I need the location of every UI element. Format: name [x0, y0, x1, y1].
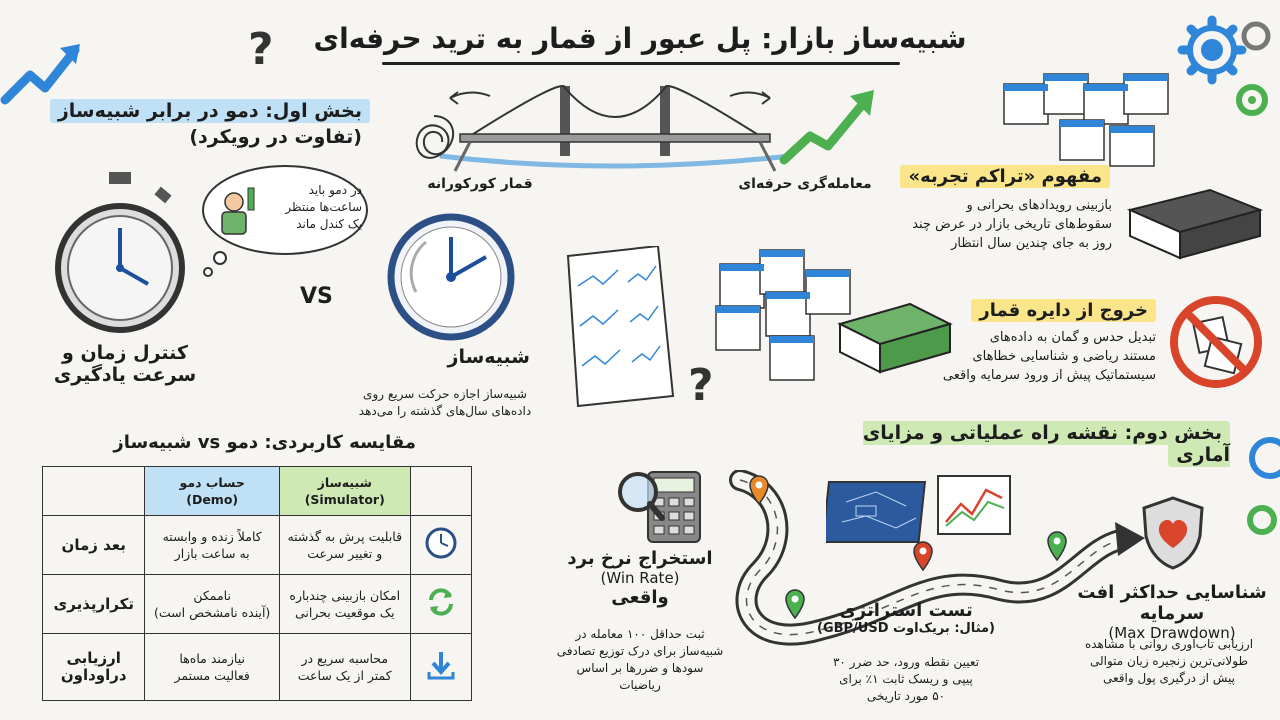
- table-row: [43, 516, 472, 575]
- row-simulator-cell: قابلیت پرش به گذشته و تغییر سرعت: [279, 516, 410, 575]
- row-icon-cell: [410, 634, 471, 701]
- row-label: بعد زمان: [43, 516, 145, 575]
- gambling-heading: خروج از دایره قمار: [960, 300, 1156, 321]
- map-pin-icon: [784, 588, 806, 620]
- drawdown-title: شناسایی حداکثر افت سرمایه (Max Drawdown): [1077, 582, 1267, 642]
- calculator-magnifier-icon: [612, 462, 708, 548]
- bridge-left-label: قمار کورکورانه: [427, 176, 533, 192]
- experience-body: بازبینی رویدادهای بحرانی و سقوط‌های تاریخی بازار در عرض چند روز به جای چندین سال انتظار: [912, 198, 1112, 251]
- table-row: [43, 575, 472, 634]
- map-pin-icon: [1046, 530, 1068, 562]
- column-header-demo: حساب دمو (Demo): [145, 467, 279, 516]
- download-icon: [424, 648, 458, 682]
- row-demo-cell: کاملاً زنده و وابسته به ساعت بازار: [145, 516, 279, 575]
- winrate-title: استخراج نرخ برد (Win Rate) واقعی: [567, 548, 713, 608]
- drawdown-desc: ارزیابی تاب‌آوری روانی با مشاهده طولانی‌ترین زنجیره زیان متوالی پیش از درگیری پول واقعی: [1084, 637, 1254, 685]
- map-pin-icon: [748, 474, 770, 506]
- simulator-title: شبیه‌ساز: [447, 346, 530, 368]
- chart-scroll-icon: [548, 246, 688, 416]
- part1-heading: بخش اول: دمو در برابر شبیه‌ساز: [40, 100, 370, 122]
- question-mark-icon: [244, 20, 280, 72]
- clock-icon: [386, 212, 516, 342]
- svg-text:?: ?: [688, 360, 714, 408]
- row-icon-cell: [410, 516, 471, 575]
- comparison-table: [42, 466, 472, 701]
- clock-icon: [424, 526, 458, 560]
- title-underline: [382, 62, 900, 65]
- row-simulator-cell: امکان بازبینی چندباره یک موقعیت بحرانی: [279, 575, 410, 634]
- row-icon-cell: [410, 575, 471, 634]
- part2-heading: بخش دوم: نقشه راه عملیاتی و مزایای آماری: [862, 422, 1230, 466]
- trend-up-arrow-icon: [0, 30, 90, 110]
- winrate-desc: ثبت حداقل ۱۰۰ معامله در شبیه‌ساز برای درک توزیع تصادفی سودها و ضررها بر اساس ریاضیات: [556, 627, 724, 692]
- table-label-column-header: [43, 467, 145, 516]
- table-icon-column-header: [410, 467, 471, 516]
- calendars-and-book-icon: [710, 244, 955, 389]
- row-label: ارزیابی دراوداون: [43, 634, 145, 701]
- stopwatch-icon: [44, 168, 194, 338]
- refresh-icon: [424, 585, 458, 619]
- row-simulator-cell: محاسبه سریع در کمتر از یک ساعت: [279, 634, 410, 701]
- row-label: تکرارپذیری: [43, 575, 145, 634]
- row-demo-cell: نیازمند ماه‌ها فعالیت مستمر: [145, 634, 279, 701]
- bridge-right-label: معامله‌گری حرفه‌ای: [738, 176, 872, 192]
- no-dice-icon: [1168, 294, 1264, 390]
- part1-subheading: (تفاوت در رویکرد): [189, 126, 362, 148]
- row-demo-cell: ناممکن (آینده نامشخص است): [145, 575, 279, 634]
- simulator-desc: شبیه‌ساز اجازه حرکت سریع روی داده‌های سال‌های گذشته را می‌دهد: [358, 387, 532, 418]
- table-row: [43, 634, 472, 701]
- table-header-row: [43, 467, 472, 516]
- experience-heading: مفهوم «تراکم تجربه»: [900, 166, 1110, 187]
- column-header-simulator: شبیه‌ساز (Simulator): [279, 467, 410, 516]
- strategy-desc: تعیین نقطه ورود، حد ضرر ۳۰ پیپی و ریسک ثابت ۱٪ برای ۵۰ مورد تاریخی: [832, 655, 980, 703]
- page-title: شبیه‌ساز بازار: پل عبور از قمار به ترید حرفه‌ای: [313, 22, 967, 55]
- gambling-body: تبدیل حدس و گمان به داده‌های مستند ریاضی و شناسایی خطاهای سیستماتیک پیش از ورود سرمایه واقعی: [942, 330, 1156, 383]
- scribble-icon: [404, 108, 466, 170]
- thought-bubble-text: در دمو باید ساعت‌ها منتظر یک کندل ماند: [285, 183, 362, 231]
- blueprint-chart-icon: [826, 472, 1016, 548]
- gears-icon: [1236, 428, 1280, 538]
- strategy-title: تست استراتژی (مثال: بریک‌اوت GBP/USD): [816, 600, 995, 636]
- svg-text:?: ?: [248, 24, 274, 72]
- comparison-heading: مقایسه کاربردی: دمو vs شبیه‌ساز: [113, 432, 416, 453]
- stopwatch-caption: کنترل زمان و سرعت یادگیری: [53, 342, 197, 386]
- green-trend-arrow-icon: [776, 80, 886, 170]
- vs-label: VS: [300, 284, 333, 309]
- shield-heart-icon: [1138, 494, 1208, 572]
- book-icon: [1120, 180, 1270, 270]
